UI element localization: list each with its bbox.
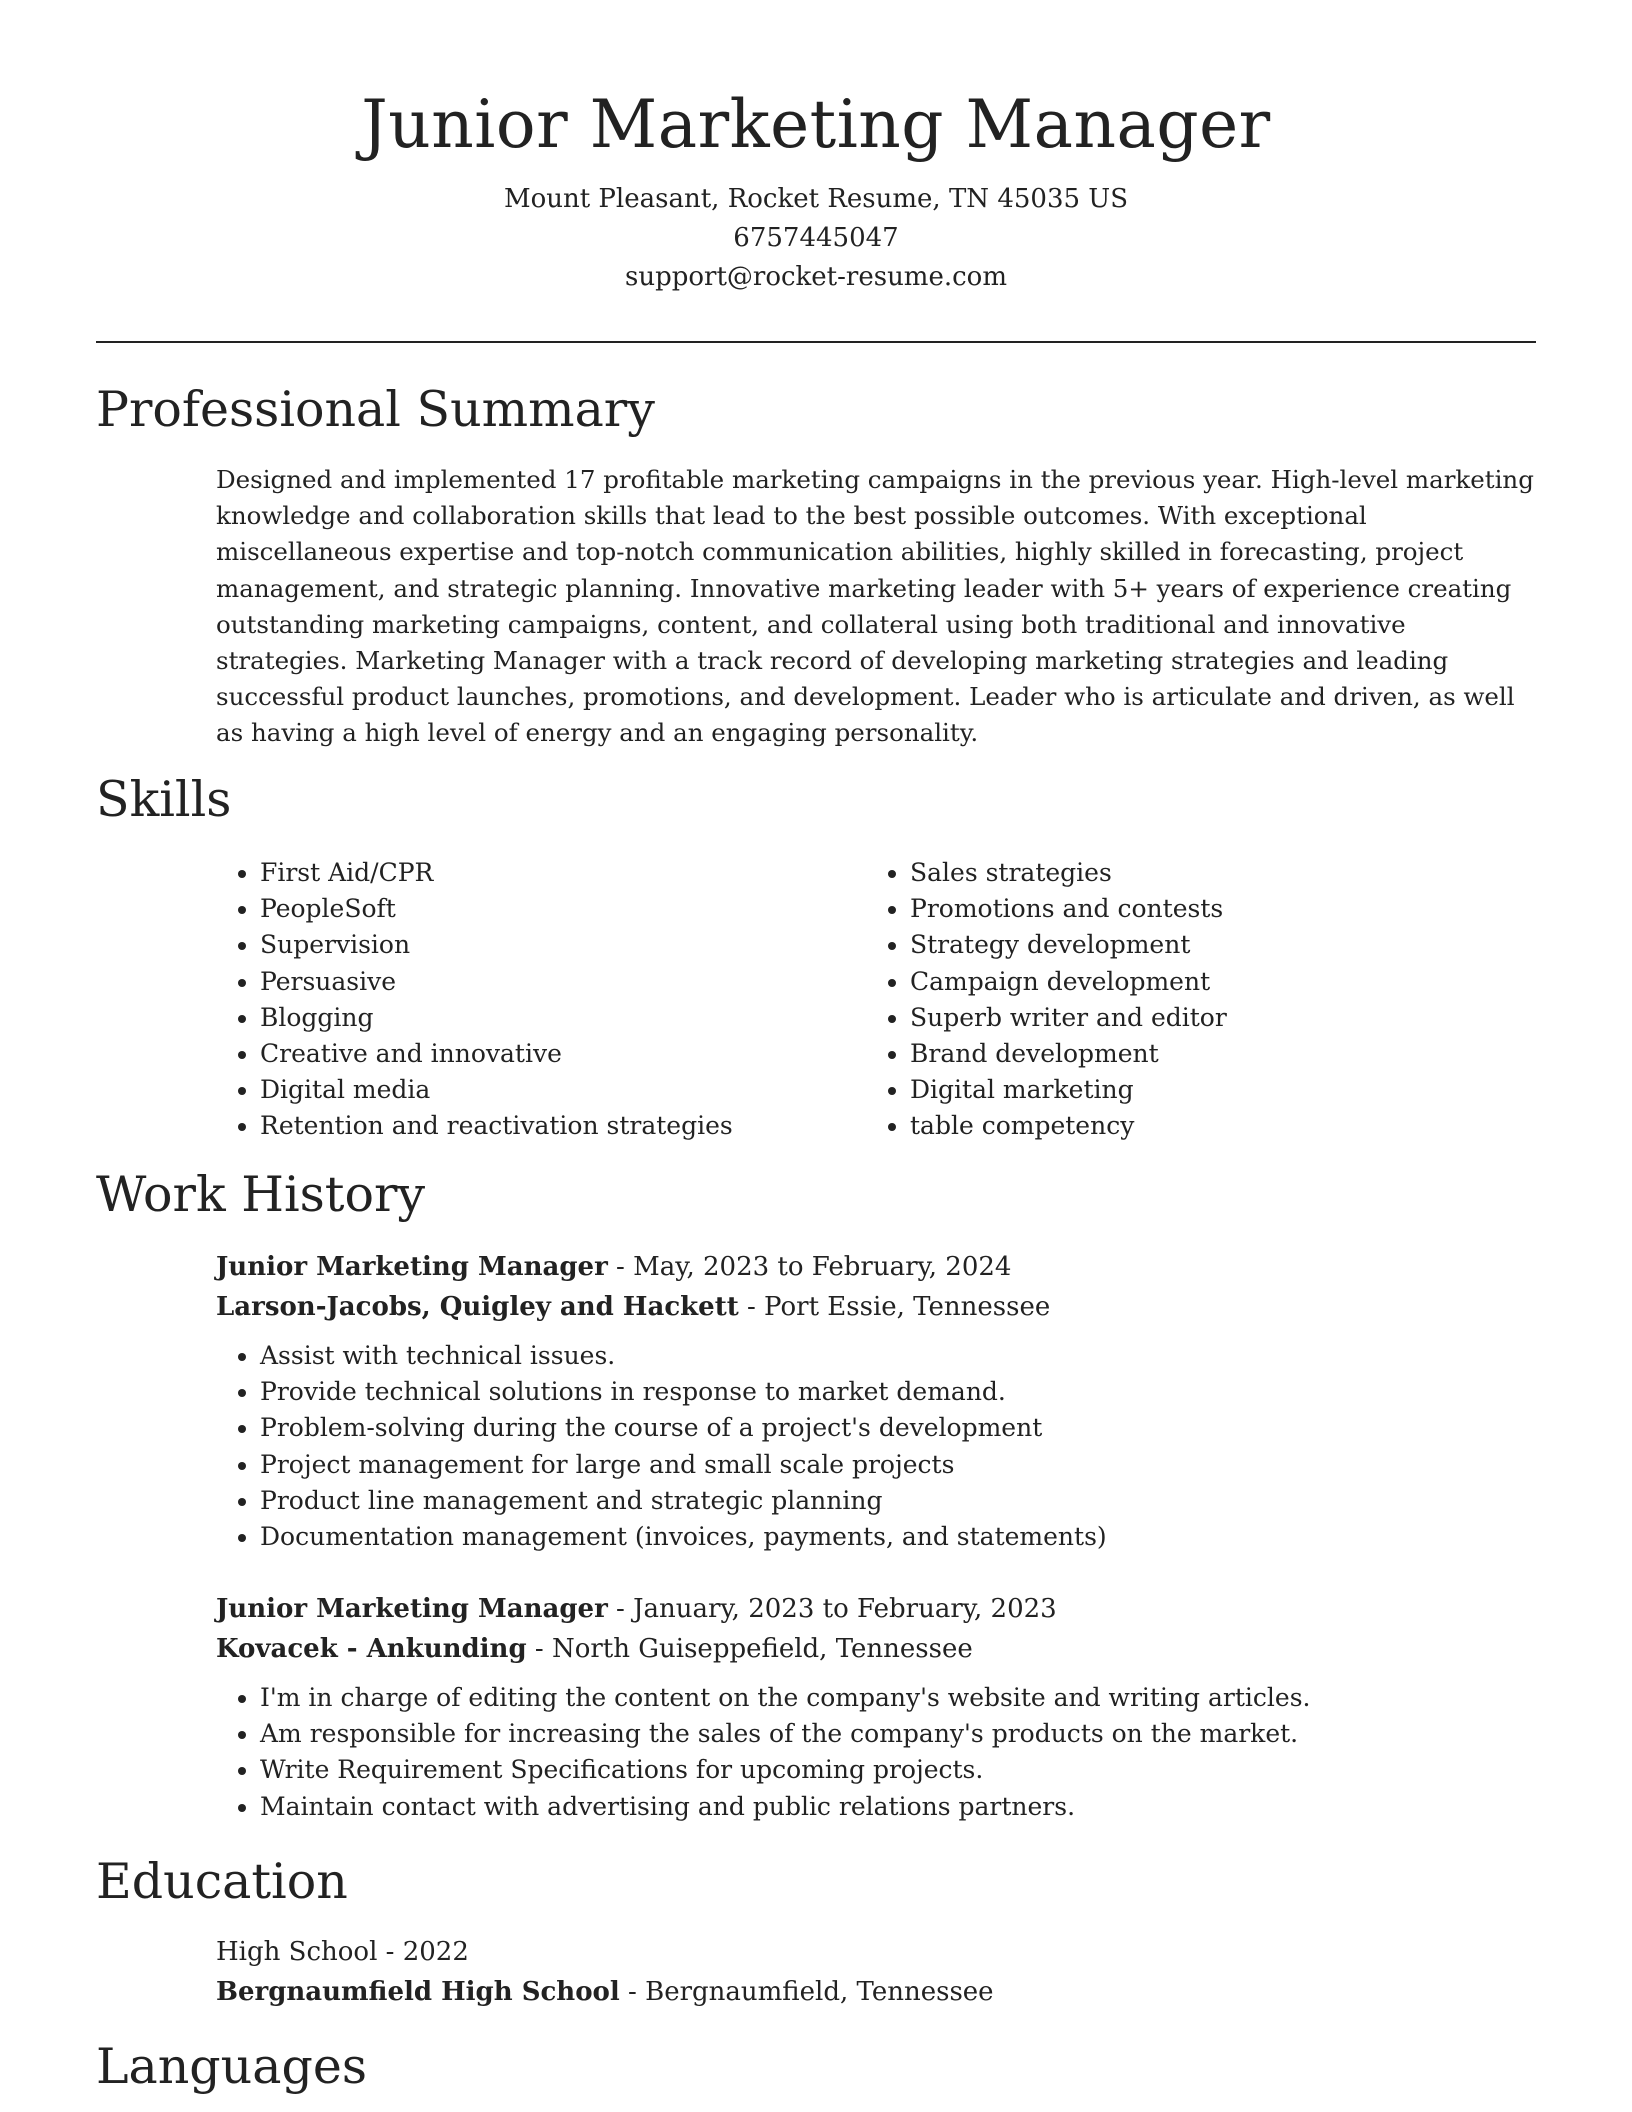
education-school: Bergnaumfield High School <box>216 1977 620 2007</box>
skill-item: • table competency <box>910 1108 1516 1144</box>
work-entry <box>216 1247 1534 1555</box>
contact-phone: 6757445047 <box>733 223 899 253</box>
skills-column-left <box>216 855 866 1145</box>
education-entry <box>216 1932 1534 2012</box>
job-duty: • Write Requirement Specifications for upcoming projects. <box>260 1752 1534 1788</box>
job-title: Junior Marketing Manager <box>216 1252 608 1282</box>
skill-item: • Persuasive <box>260 964 866 1000</box>
skill-item: • Strategy development <box>910 927 1516 963</box>
education-location: - Bergnaumfield, Tennessee <box>628 1977 994 2007</box>
skill-item: • Retention and reactivation strategies <box>260 1108 866 1144</box>
contact-info <box>0 180 1632 297</box>
job-duty: • Problem-solving during the course of a project's development <box>260 1410 1534 1446</box>
job-dates: - May, 2023 to February, 2024 <box>616 1252 1012 1282</box>
job-title-line <box>216 1247 1534 1287</box>
job-duty: • Am responsible for increasing the sales of the company's products on the market. <box>260 1716 1534 1752</box>
contact-email: support@rocket-resume.com <box>624 262 1007 292</box>
skill-item: • Campaign development <box>910 964 1516 1000</box>
job-location: - Port Essie, Tennessee <box>747 1292 1051 1322</box>
job-company-line <box>216 1287 1534 1327</box>
skill-item: • Sales strategies <box>910 855 1516 891</box>
job-duty: • Assist with technical issues. <box>260 1338 1534 1374</box>
skill-item: • Creative and innovative <box>260 1036 866 1072</box>
job-company: Kovacek - Ankunding <box>216 1634 527 1664</box>
section-title-work-history: Work History <box>96 1166 426 1223</box>
skill-item: • Digital media <box>260 1072 866 1108</box>
contact-address: Mount Pleasant, Rocket Resume, TN 45035 US <box>503 184 1129 214</box>
job-title-line <box>216 1589 1534 1629</box>
education-year: - 2022 <box>385 1937 469 1967</box>
skill-item: • Superb writer and editor <box>910 1000 1516 1036</box>
education-degree: High School <box>216 1937 378 1967</box>
header-divider <box>96 341 1536 343</box>
skills-list <box>216 855 1534 1145</box>
job-company-line <box>216 1629 1534 1669</box>
job-dates: - January, 2023 to February, 2023 <box>616 1594 1057 1624</box>
job-location: - North Guiseppefield, Tennessee <box>534 1634 973 1664</box>
candidate-name: Junior Marketing Manager <box>361 86 1271 163</box>
education-school-line <box>216 1972 1534 2012</box>
section-title-languages: Languages <box>96 2038 367 2095</box>
skill-item: • Supervision <box>260 927 866 963</box>
job-duty: • Project management for large and small scale projects <box>260 1447 1534 1483</box>
section-title-education: Education <box>96 1853 348 1910</box>
job-duty: • Maintain contact with advertising and public relations partners. <box>260 1789 1534 1825</box>
job-duties <box>216 1680 1534 1825</box>
summary-paragraph: Designed and implemented 17 profitable marketing campaigns in the previous year. High-level marketing knowledge and collaboration skills that lead to the best possible outcomes. With exceptional miscellaneous expertise and top-notch communication abilities, highly skilled in forecasting, project management, and strategic planning. Innovative marketing leader with 5+ years of experience creating outstanding marketing campaigns, content, and collateral using both traditional and innovative strategies. Marketing Manager with a track record of developing marketing strategies and leading successful product launches, promotions, and development. Leader who is articulate and driven, as well as having a high level of energy and an engaging personality. <box>216 465 1534 748</box>
job-duties <box>216 1338 1534 1555</box>
work-entry <box>216 1589 1534 1825</box>
job-duty: • I'm in charge of editing the content on the company's website and writing articles. <box>260 1680 1534 1716</box>
job-company: Larson-Jacobs, Quigley and Hackett <box>216 1292 739 1322</box>
skill-item: • Brand development <box>910 1036 1516 1072</box>
section-title-summary: Professional Summary <box>96 381 655 438</box>
skills-column-right <box>866 855 1516 1145</box>
skill-item: • PeopleSoft <box>260 891 866 927</box>
section-title-skills: Skills <box>96 771 232 828</box>
skill-item: • Digital marketing <box>910 1072 1516 1108</box>
education-degree-line <box>216 1932 1534 1972</box>
skill-item: • Blogging <box>260 1000 866 1036</box>
job-duty: • Documentation management (invoices, payments, and statements) <box>260 1519 1534 1555</box>
job-duty: • Provide technical solutions in response to market demand. <box>260 1374 1534 1410</box>
job-duty: • Product line management and strategic planning <box>260 1483 1534 1519</box>
job-title: Junior Marketing Manager <box>216 1594 608 1624</box>
skill-item: • Promotions and contests <box>910 891 1516 927</box>
resume-header <box>0 80 1632 297</box>
skill-item: • First Aid/CPR <box>260 855 866 891</box>
